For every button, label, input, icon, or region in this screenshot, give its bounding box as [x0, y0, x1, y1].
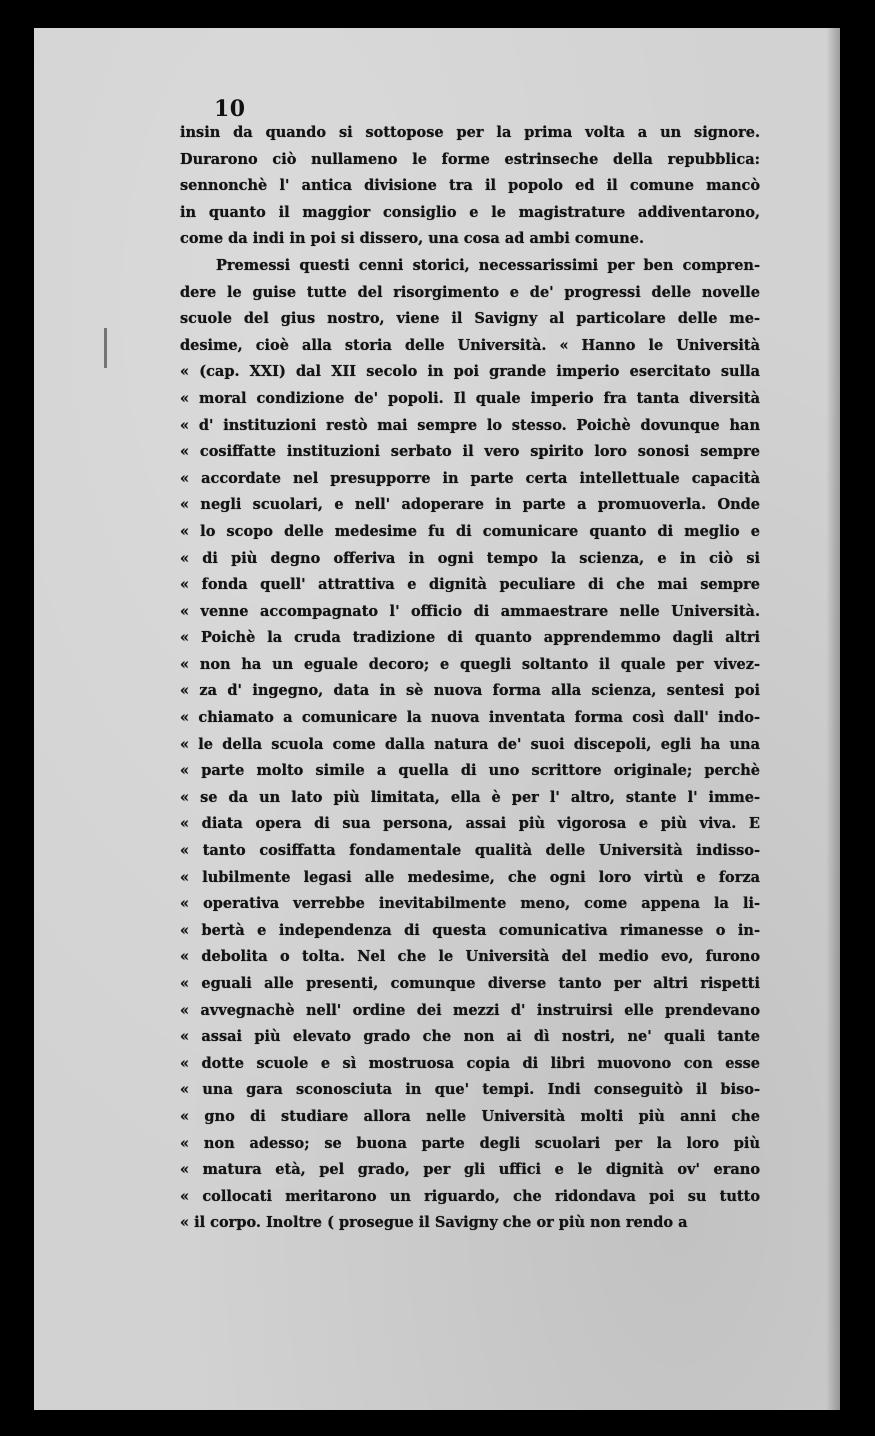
- text-line: « dotte scuole e sì mostruosa copia di libri muovono con esse: [180, 1054, 760, 1072]
- margin-mark: [104, 328, 107, 368]
- text-line: « le della scuola come dalla natura de' suoi discepoli, egli ha una: [180, 735, 760, 753]
- text-line: « debolita o tolta. Nel che le Università del medio evo, furono: [180, 948, 760, 966]
- text-line: dere le guise tutte del risorgimento e de' progressi delle novelle: [180, 283, 760, 301]
- text-line: « assai più elevato grado che non ai dì nostri, ne' quali tante: [180, 1028, 760, 1046]
- text-line: « non ha un eguale decoro; e quegli soltanto il quale per vivez-: [180, 655, 760, 673]
- text-line: « Poichè la cruda tradizione di quanto apprendemmo dagli altri: [180, 629, 760, 647]
- text-line: « diata opera di sua persona, assai più vigorosa e più viva. E: [180, 815, 760, 833]
- text-line: « d' instituzioni restò mai sempre lo stesso. Poichè dovunque han: [180, 416, 760, 434]
- page-number: 10: [214, 96, 246, 122]
- text-line: « il corpo. Inoltre ( prosegue il Savigny che or più non rendo a: [180, 1214, 688, 1232]
- text-line: « accordate nel presupporre in parte certa intellettuale capacità: [180, 469, 760, 487]
- text-line: « eguali alle presenti, comunque diverse tanto per altri rispetti: [180, 975, 760, 992]
- text-line: come da indi in poi si dissero, una cosa ad ambi comune.: [180, 230, 645, 248]
- text-line: « fonda quell' attrattiva e dignità peculiare di che mai sempre: [180, 576, 760, 594]
- text-line: « matura età, pel grado, per gli uffici e le dignità ov' erano: [180, 1161, 760, 1179]
- text-line: « venne accompagnato l' officio di ammaestrare nelle Università.: [180, 602, 760, 620]
- text-line: « cosiffatte instituzioni serbato il vero spirito loro sonosi sempre: [180, 443, 760, 461]
- text-line: « non adesso; se buona parte degli scuolari per la loro più: [180, 1134, 760, 1152]
- text-line: « chiamato a comunicare la nuova inventata forma così dall' indo-: [180, 709, 760, 727]
- text-line: desime, cioè alla storia delle Università. « Hanno le Università: [180, 336, 760, 354]
- text-line: Durarono ciò nullameno le forme estrinseche della repubblica:: [180, 150, 760, 168]
- text-line: « moral condizione de' popoli. Il quale imperio fra tanta diversità: [180, 389, 760, 407]
- text-line: in quanto il maggior consiglio e le magistrature addiventarono,: [180, 203, 760, 221]
- text-line: Premessi questi cenni storici, necessarissimi per ben compren-: [216, 256, 760, 274]
- text-line: « una gara sconosciuta in que' tempi. Indi conseguitò il biso-: [180, 1081, 760, 1099]
- text-line: « (cap. XXI) dal XII secolo in poi grande imperio esercitato sulla: [180, 363, 760, 381]
- text-line: « negli scuolari, e nell' adoperare in parte a promuoverla. Onde: [180, 496, 760, 514]
- text-line: scuole del gius nostro, viene il Savigny al particolare delle me-: [180, 310, 760, 328]
- body-text: [180, 120, 760, 1237]
- page-edge-shadow: [826, 28, 840, 1410]
- text-line: « parte molto simile a quella di uno scrittore originale; perchè: [180, 762, 760, 780]
- text-line: « se da un lato più limitata, ella è per l' altro, stante l' imme-: [180, 788, 760, 806]
- text-line: « operativa verrebbe inevitabilmente meno, come appena la li-: [180, 895, 760, 913]
- text-line: sennonchè l' antica divisione tra il popolo ed il comune mancò: [180, 177, 760, 195]
- text-line: « bertà e independenza di questa comunicativa rimanesse o in-: [180, 921, 760, 939]
- text-line: « lo scopo delle medesime fu di comunicare quanto di meglio e: [180, 522, 760, 540]
- text-line: « tanto cosiffatta fondamentale qualità delle Università indisso-: [180, 842, 760, 860]
- text-line: « gno di studiare allora nelle Università molti più anni che: [180, 1107, 760, 1125]
- text-line: « lubilmente legasi alle medesime, che ogni loro virtù e forza: [180, 868, 760, 886]
- text-line: « di più degno offeriva in ogni tempo la scienza, e in ciò si: [180, 549, 760, 567]
- text-line: « collocati meritarono un riguardo, che ridondava poi su tutto: [180, 1187, 760, 1205]
- text-line: « avvegnachè nell' ordine dei mezzi d' instruirsi elle prendevano: [180, 1001, 760, 1019]
- text-line: insin da quando si sottopose per la prima volta a un signore.: [180, 124, 760, 141]
- text-line: « za d' ingegno, data in sè nuova forma alla scienza, sentesi poi: [180, 682, 760, 700]
